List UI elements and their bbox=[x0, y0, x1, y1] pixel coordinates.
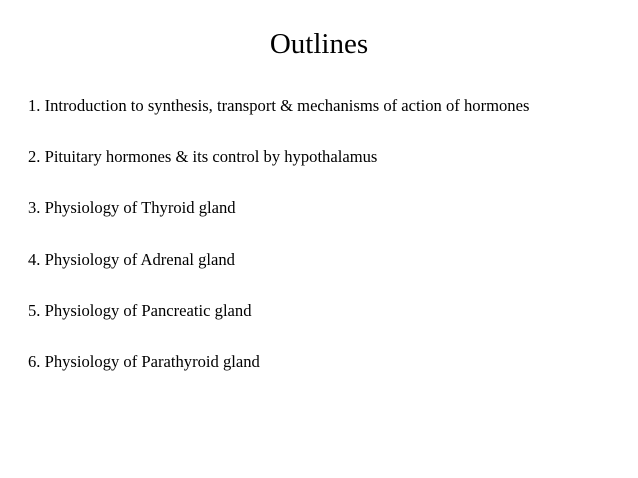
slide-title: Outlines bbox=[269, 28, 369, 60]
outline-item-4: 4. Physiology of Adrenal gland bbox=[28, 249, 235, 269]
outline-item-5: 5. Physiology of Pancreatic gland bbox=[28, 300, 252, 320]
outline-item-1: 1. Introduction to synthesis, transport & mechanisms of action of hormones bbox=[28, 96, 530, 115]
outline-list bbox=[28, 94, 633, 401]
outline-item-2: 2. Pituitary hormones & its control by hypothalamus bbox=[28, 147, 378, 167]
outline-item-6: 6. Physiology of Parathyroid gland bbox=[28, 351, 260, 371]
outline-item-3: 3. Physiology of Thyroid gland bbox=[28, 198, 236, 218]
